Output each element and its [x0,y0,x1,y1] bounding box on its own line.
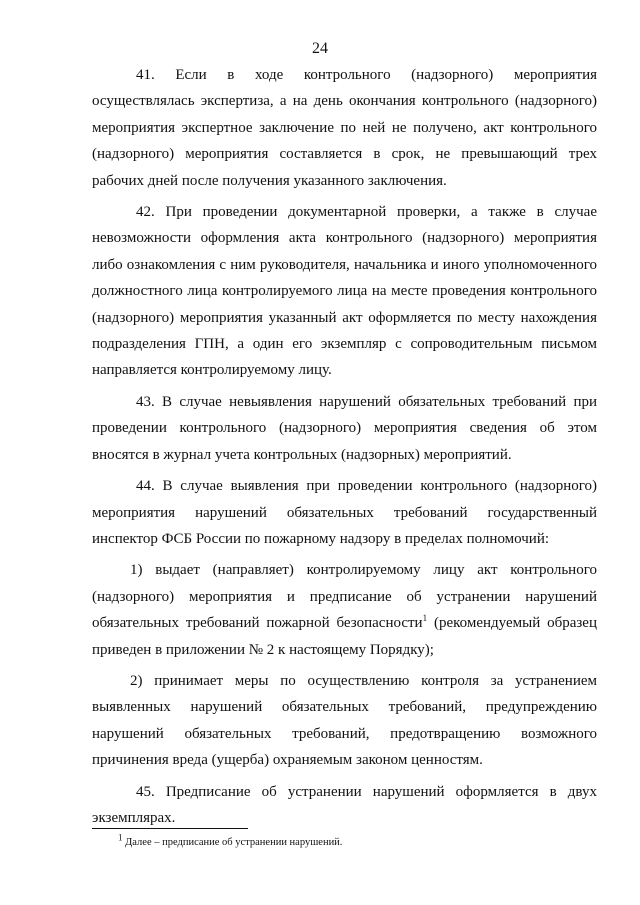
footnote-reference: 1 [422,613,428,624]
page-number: 24 [312,40,328,57]
item-1-text-end: (рекомендуемый образец приведен в приложении № 2 к настоящему Порядку); [92,615,597,658]
document-body [92,62,597,831]
paragraph-44-item-1 [92,557,597,663]
paragraph-41: 41. Если в ходе контрольного (надзорного) мероприятия осуществлялась экспертиза, а на день окончания контрольного (надзорного) мероприятия экспертное заключение по ней не получено, акт контрольного (надзорного) мероприятия составляется в срок, не превышающий трех рабочих дней после получения указанного заключения. [92,67,597,189]
footnote-marker: 1 [118,832,123,843]
paragraph-43: 43. В случае невыявления нарушений обязательных требований при проведении контрольного (надзорного) мероприятия сведения об этом вносятся в журнал учета контрольных (надзорных) мероприятий. [92,393,597,463]
footnote-text: Далее – предписание об устранении нарушений. [122,837,343,848]
paragraph-42: 42. При проведении документарной проверки, а также в случае невозможности оформления акта контрольного (надзорного) мероприятия либо ознакомления с ним руководителя, начальника и иного уполномоченного должностного лица контролируемого лица на месте проведения контрольного (надзорного) мероприятия указанный акт оформляется по месту нахождения подразделения ГПН, а один его экземпляр с сопроводительным письмом направляется контролируемому лицу. [92,204,597,379]
item-1-text-start: 1) выдает (направляет) контролируемому лицу акт контрольного (надзорного) мероприятия и предписание об устранении нарушений обязательных требований пожарной безопасности [92,562,597,632]
footnote-divider [92,828,248,829]
paragraph-44: 44. В случае выявления при проведении контрольного (надзорного) мероприятия нарушений обязательных требований государственный инспектор ФСБ России по пожарному надзору в пределах полномочий: [92,478,597,547]
footnote [118,832,343,850]
paragraph-44-item-2: 2) принимает меры по осуществлению контроля за устранением выявленных нарушений обязательных требований, предупреждению нарушений обязательных требований, предотвращению возможного причинения вреда (ущерба) охраняемым законом ценностям. [92,672,597,769]
paragraph-45: 45. Предписание об устранении нарушений оформляется в двух экземплярах. [92,783,597,826]
